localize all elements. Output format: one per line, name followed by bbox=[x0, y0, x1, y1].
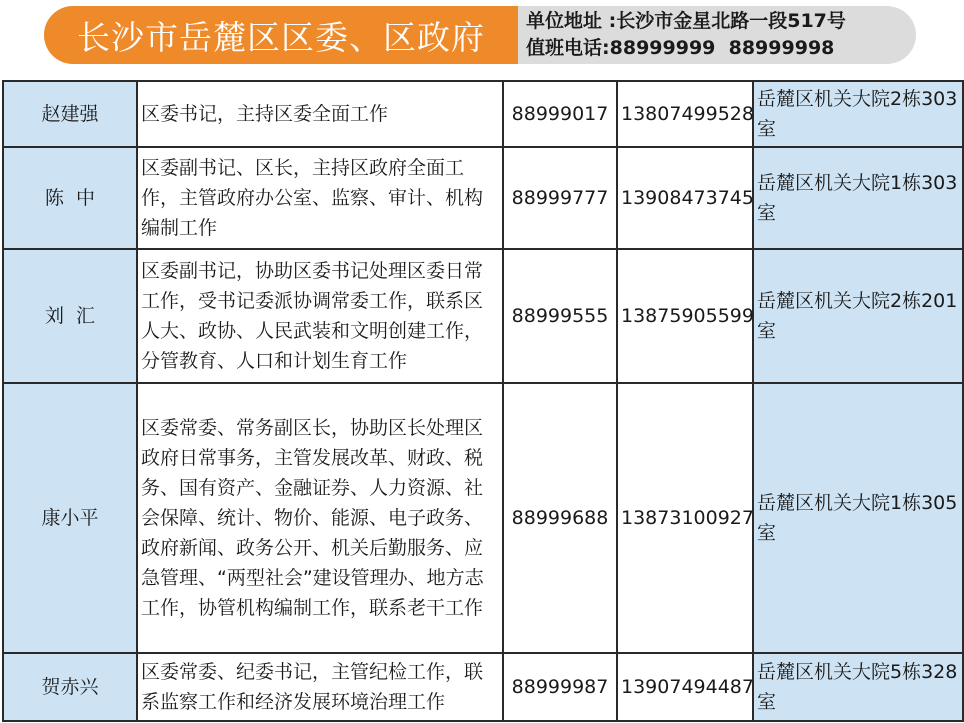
mobile-phone: 13875905599 bbox=[617, 249, 753, 383]
office-phone: 88999777 bbox=[503, 147, 617, 249]
office-room: 岳麓区机关大院1栋303室 bbox=[753, 147, 963, 249]
address-label: 单位地址 bbox=[526, 10, 603, 32]
official-duty: 区委书记，主持区委全面工作 bbox=[137, 81, 503, 147]
office-phone: 88999688 bbox=[503, 383, 617, 653]
mobile-phone: 13807499528 bbox=[617, 81, 753, 147]
officials-table bbox=[2, 80, 964, 722]
official-name: 刘 汇 bbox=[3, 249, 137, 383]
mobile-phone: 13907494487 bbox=[617, 653, 753, 721]
address-line: 单位地址 :长沙市金星北路一段517号 bbox=[526, 10, 846, 32]
office-room: 岳麓区机关大院2栋303室 bbox=[753, 81, 963, 147]
official-duty: 区委副书记，协助区委书记处理区委日常工作，受书记委派协调常委工作，联系区人大、政协、人民武装和文明创建工作，分管教育、人口和计划生育工作 bbox=[137, 249, 503, 383]
official-duty: 区委常委、常务副区长，协助区长处理区政府日常事务，主管发展改革、财政、税务、国有资产、金融证券、人力资源、社会保障、统计、物价、能源、电子政务、政府新闻、政务公开、机关后勤服务、应急管理、“两型社会”建设管理办、地方志工作，协管机构编制工作，联系老干工作 bbox=[137, 383, 503, 653]
official-duty: 区委常委、纪委书记，主管纪检工作，联系监察工作和经济发展环境治理工作 bbox=[137, 653, 503, 721]
table-row bbox=[3, 147, 963, 249]
duty-phone-value: 88999999 88999998 bbox=[609, 37, 835, 59]
table-row bbox=[3, 383, 963, 653]
official-duty: 区委副书记、区长，主持区政府全面工作，主管政府办公室、监察、审计、机构编制工作 bbox=[137, 147, 503, 249]
contact-info bbox=[526, 8, 912, 62]
mobile-phone: 13873100927 bbox=[617, 383, 753, 653]
duty-phone-line: 值班电话:88999999 88999998 bbox=[526, 37, 835, 59]
official-name: 康小平 bbox=[3, 383, 137, 653]
table-row bbox=[3, 81, 963, 147]
table-row bbox=[3, 653, 963, 721]
office-phone: 88999987 bbox=[503, 653, 617, 721]
official-name: 贺赤兴 bbox=[3, 653, 137, 721]
official-name: 陈 中 bbox=[3, 147, 137, 249]
office-room: 岳麓区机关大院2栋201室 bbox=[753, 249, 963, 383]
office-room: 岳麓区机关大院5栋328室 bbox=[753, 653, 963, 721]
mobile-phone: 13908473745 bbox=[617, 147, 753, 249]
table-row bbox=[3, 249, 963, 383]
page-title: 长沙市岳麓区区委、区政府 bbox=[77, 17, 485, 57]
official-name: 赵建强 bbox=[3, 81, 137, 147]
duty-phone-label: 值班电话 bbox=[526, 37, 603, 59]
office-phone: 88999017 bbox=[503, 81, 617, 147]
title-banner bbox=[44, 6, 518, 64]
office-phone: 88999555 bbox=[503, 249, 617, 383]
office-room: 岳麓区机关大院1栋305室 bbox=[753, 383, 963, 653]
address-value: 长沙市金星北路一段517号 bbox=[616, 10, 846, 32]
